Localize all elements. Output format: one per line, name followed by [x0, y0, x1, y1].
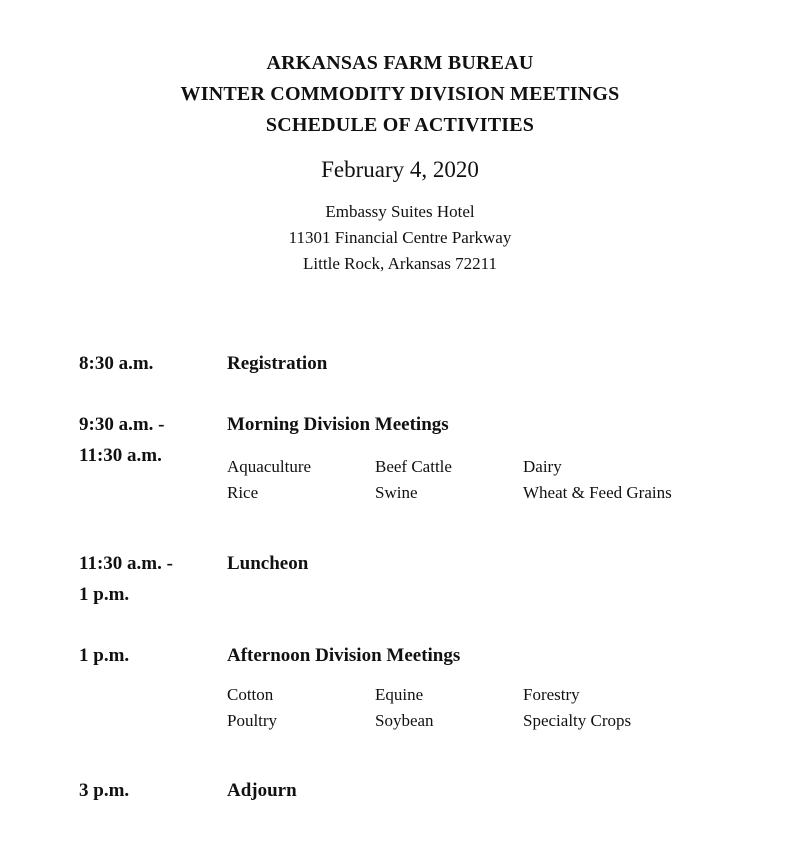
- venue-name: Embassy Suites Hotel: [325, 202, 475, 221]
- document-header: [0, 48, 800, 277]
- schedule-activity: Luncheon: [227, 553, 309, 574]
- division-name: Soybean: [375, 711, 434, 730]
- schedule-activity: Morning Division Meetings: [227, 414, 449, 435]
- schedule-activity: Adjourn: [227, 780, 297, 801]
- division-name: Forestry: [523, 685, 580, 704]
- division-name: Beef Cattle: [375, 457, 452, 476]
- division-grid: [227, 682, 779, 734]
- schedule-time: 1 p.m.: [79, 645, 130, 666]
- time-end: 11:30 a.m.: [79, 445, 162, 466]
- division-name: Cotton: [227, 685, 274, 704]
- schedule-title: SCHEDULE OF ACTIVITIES: [265, 114, 535, 136]
- event-title: WINTER COMMODITY DIVISION MEETINGS: [180, 83, 620, 105]
- venue-city: Little Rock, Arkansas 72211: [303, 254, 497, 273]
- schedule-time: 8:30 a.m.: [79, 353, 154, 374]
- schedule-item-adjourn: [79, 775, 779, 806]
- time-end: 1 p.m.: [79, 584, 130, 605]
- schedule-item-afternoon-meetings: [79, 640, 779, 775]
- schedule-item-luncheon: [79, 548, 779, 640]
- division-name: Swine: [375, 483, 418, 502]
- schedule-item-morning-meetings: [79, 409, 779, 548]
- event-date: February 4, 2020: [321, 157, 479, 182]
- division-name: Aquaculture: [227, 457, 312, 476]
- division-name: Equine: [375, 685, 424, 704]
- division-name: Dairy: [523, 457, 562, 476]
- division-grid: [227, 454, 779, 506]
- schedule-item-registration: [79, 348, 779, 409]
- venue-address: [0, 199, 800, 277]
- schedule-time: 3 p.m.: [79, 780, 130, 801]
- time-start: 11:30 a.m. -: [79, 553, 173, 574]
- venue-street: 11301 Financial Centre Parkway: [288, 228, 512, 247]
- schedule-activity: Afternoon Division Meetings: [227, 645, 461, 666]
- schedule-time: [79, 548, 219, 610]
- schedule-time: [79, 409, 219, 471]
- time-start: 9:30 a.m. -: [79, 414, 165, 435]
- division-name: Poultry: [227, 711, 278, 730]
- schedule-activity: Registration: [227, 353, 328, 374]
- division-name: Rice: [227, 483, 259, 502]
- division-name: Wheat & Feed Grains: [523, 483, 672, 502]
- division-name: Specialty Crops: [523, 711, 632, 730]
- organization-title: ARKANSAS FARM BUREAU: [266, 52, 534, 74]
- schedule-list: [79, 348, 779, 806]
